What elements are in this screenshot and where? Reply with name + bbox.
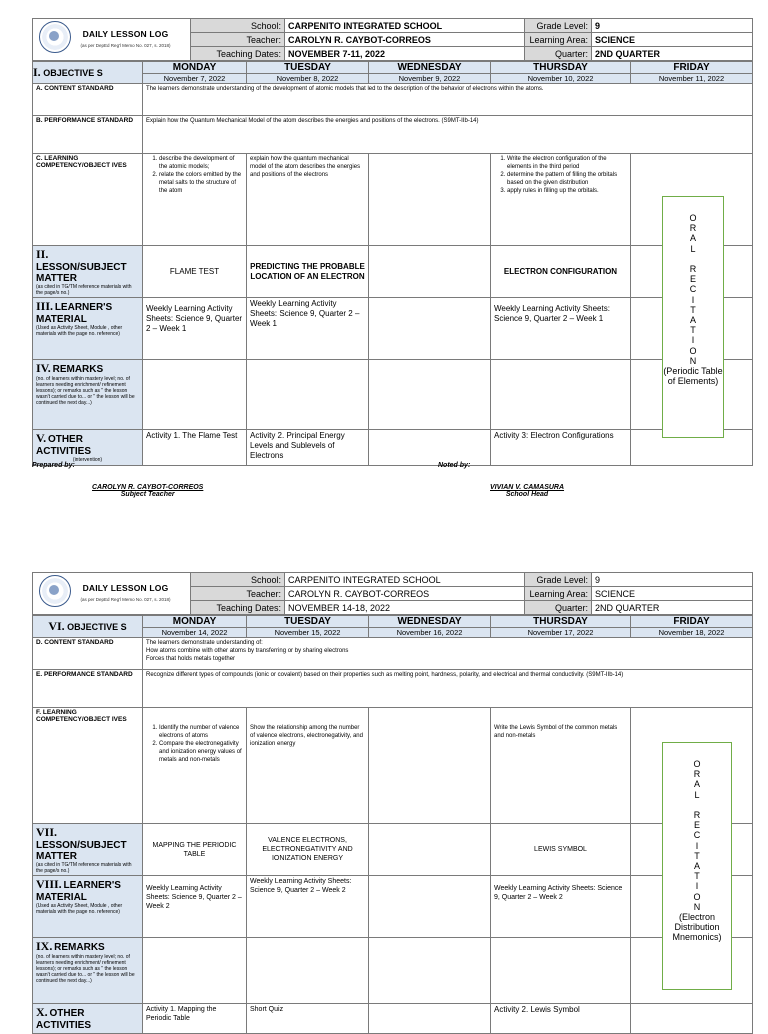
- lesson-tuesday: VALENCE ELECTRONS, ELECTRONEGATIVITY AND IONIZATION ENERGY: [247, 824, 369, 876]
- competency-monday: [143, 154, 247, 246]
- competency-label: C. LEARNING COMPETENCY/OBJECT IVES: [33, 154, 143, 246]
- remarks-label: REMARKS: [52, 364, 104, 375]
- performance-standard-label: E. PERFORMANCE STANDARD: [33, 670, 143, 708]
- quarter-label: Quarter:: [525, 601, 592, 615]
- remarks-note: (no. of learners within mastery level; no. of learners needing enrichment/ refinement lessons); or remarks such as " the lesson wasn't carried due to... or " the lesson will be continued the next day...): [36, 954, 135, 984]
- remarks-thursday: [491, 938, 631, 1004]
- performance-standard-text: Recognize different types of compounds (ionic or covalent) based on their properties such as melting point, hardness, polarity, and electrical and thermal conductivity. (S9MT-IIb-14): [143, 670, 753, 708]
- date-wednesday: November 16, 2022: [369, 628, 491, 638]
- noted-by-label: Noted by:: [438, 462, 471, 469]
- activities-tuesday: Short Quiz: [247, 1004, 369, 1034]
- activities-wednesday: [369, 1004, 491, 1034]
- date-monday: November 7, 2022: [143, 74, 247, 84]
- activities-label: OTHER ACTIVITIES: [36, 434, 92, 457]
- objectives-roman: I.: [33, 64, 41, 79]
- competency-monday-item: 1. Identify the number of valence electrons of atoms: [159, 724, 243, 740]
- area-value: SCIENCE: [592, 33, 753, 47]
- activities-note: (intervention): [72, 457, 103, 463]
- day-tuesday: TUESDAY: [247, 616, 369, 628]
- activities-tuesday: Activity 2. Principal Energy Levels and Sublevels of Electrons: [247, 430, 369, 466]
- grade-label: Grade Level:: [525, 19, 592, 33]
- day-wednesday: WEDNESDAY: [369, 616, 491, 628]
- prepared-by-label: Prepared by:: [32, 462, 75, 469]
- content-standard-label: A. CONTENT STANDARD: [33, 84, 143, 116]
- material-thursday: Weekly Learning Activity Sheets: Science 9, Quarter 2 – Week 1: [491, 298, 631, 360]
- remarks-label: REMARKS: [54, 942, 105, 953]
- teacher-name: CAROLYN R. CAYBOT-CORREOS: [92, 484, 204, 491]
- teacher-value: CAROLYN R. CAYBOT-CORREOS: [285, 33, 525, 47]
- school-value: CARPENITO INTEGRATED SCHOOL: [285, 19, 525, 33]
- remarks-header: [33, 360, 143, 430]
- competency-thursday-item: 3. apply rules in filling up the orbitals.: [507, 187, 627, 195]
- oral-recitation-letters: O R A L R E C I T A T I O N: [693, 759, 701, 912]
- lesson-label: LESSON/SUBJECT MATTER: [36, 840, 127, 862]
- school-label: School:: [191, 19, 285, 33]
- material-header: [33, 298, 143, 360]
- competency-wednesday: [369, 708, 491, 824]
- performance-standard-text: Explain how the Quantum Mechanical Model of the atom describes the energies and positions of the electrons. (S9MT-IIb-14): [143, 116, 753, 154]
- material-wednesday: [369, 876, 491, 938]
- competency-monday-item: 2. Compare the electronegativity and ionization energy values of metals and non-metals: [159, 740, 243, 764]
- grade-value: 9: [592, 19, 753, 33]
- dates-value: NOVEMBER 7-11, 2022: [285, 47, 525, 61]
- log1-title: DAILY LESSON LOG: [82, 28, 169, 39]
- competency-thursday: Write the Lewis Symbol of the common metals and non-metals: [491, 708, 631, 824]
- content-standard-text: [143, 638, 753, 670]
- lesson-monday: MAPPING THE PERIODIC TABLE: [143, 824, 247, 876]
- day-tuesday: TUESDAY: [247, 62, 369, 74]
- activities-header: [33, 430, 143, 466]
- oral-recitation-caption: (Electron Distribution Mnemonics): [672, 912, 722, 943]
- remarks-header: [33, 938, 143, 1004]
- oral-recitation-box-1: [662, 196, 724, 438]
- remarks-roman: IX.: [36, 939, 53, 953]
- content-standard-line: The learners demonstrate understanding of:: [146, 640, 263, 646]
- activities-thursday: Activity 3: Electron Configurations: [491, 430, 631, 466]
- school-label: School:: [191, 573, 285, 587]
- competency-tuesday: explain how the quantum mechanical model of the atom describes the energies and positions of the electrons: [247, 154, 369, 246]
- activities-label: OTHER ACTIVITIES: [36, 1008, 92, 1031]
- material-monday: Weekly Learning Activity Sheets: Science 9, Quarter 2 – Week 1: [143, 298, 247, 360]
- activities-wednesday: [369, 430, 491, 466]
- lesson-header: [33, 246, 143, 298]
- teacher-value: CAROLYN R. CAYBOT-CORREOS: [285, 587, 525, 601]
- teacher-label: Teacher:: [191, 33, 285, 47]
- date-tuesday: November 15, 2022: [247, 628, 369, 638]
- dates-label: Teaching Dates:: [191, 601, 285, 615]
- lesson-roman: VII.: [36, 825, 58, 839]
- competency-label: F. LEARNING COMPETENCY/OBJECT IVES: [33, 708, 143, 824]
- teacher-signature: [92, 484, 203, 498]
- date-thursday: November 17, 2022: [491, 628, 631, 638]
- activities-monday: Activity 1. The Flame Test: [143, 430, 247, 466]
- material-thursday: Weekly Learning Activity Sheets: Science 9, Quarter 2 – Week 2: [491, 876, 631, 938]
- day-monday: MONDAY: [143, 616, 247, 628]
- material-header: [33, 876, 143, 938]
- log2-header-table: [32, 572, 753, 615]
- lesson-roman: II.: [36, 247, 49, 261]
- activities-roman: V.: [36, 431, 47, 445]
- remarks-roman: IV.: [36, 361, 51, 375]
- log2-subtitle: (as per DepEd Reg'l Memo No. 027, s. 2018): [80, 596, 171, 602]
- date-monday: November 14, 2022: [143, 628, 247, 638]
- day-wednesday: WEDNESDAY: [369, 62, 491, 74]
- oral-recitation-box-2: [662, 742, 732, 990]
- day-thursday: THURSDAY: [491, 616, 631, 628]
- date-friday: November 11, 2022: [631, 74, 753, 84]
- lesson-wednesday: [369, 824, 491, 876]
- oral-recitation-caption: (Periodic Table of Elements): [663, 366, 723, 387]
- remarks-wednesday: [369, 360, 491, 430]
- content-standard-text: The learners demonstrate understanding of the development of atomic models that led to the description of the behavior of electrons within the atoms.: [143, 84, 753, 116]
- material-wednesday: [369, 298, 491, 360]
- competency-wednesday: [369, 154, 491, 246]
- date-wednesday: November 9, 2022: [369, 74, 491, 84]
- deped-seal-icon: [39, 21, 71, 53]
- teacher-role: Subject Teacher: [120, 491, 175, 498]
- remarks-monday: [143, 938, 247, 1004]
- log2-title: DAILY LESSON LOG: [82, 582, 169, 593]
- dates-value: NOVEMBER 14-18, 2022: [285, 601, 525, 615]
- activities-monday: Activity 1. Mapping the Periodic Table: [143, 1004, 247, 1034]
- lesson-label: LESSON/SUBJECT MATTER: [36, 262, 127, 284]
- material-label: LEARNER'S MATERIAL: [36, 880, 121, 903]
- remarks-monday: [143, 360, 247, 430]
- lesson-note: (as cited in TG/TM reference materials with the page/s no.): [36, 284, 132, 296]
- material-roman: VIII.: [36, 877, 62, 891]
- log2-title-block: [33, 573, 191, 615]
- day-monday: MONDAY: [143, 62, 247, 74]
- lesson-thursday: LEWIS SYMBOL: [491, 824, 631, 876]
- quarter-value: 2ND QUARTER: [592, 601, 753, 615]
- activities-thursday: Activity 2. Lewis Symbol: [491, 1004, 631, 1034]
- material-label: LEARNER'S MATERIAL: [36, 302, 113, 325]
- content-standard-line: How atoms combine with other atoms by transferring or by sharing electrons: [146, 648, 349, 654]
- lesson-tuesday: PREDICTING THE PROBABLE LOCATION OF AN ELECTRON: [247, 246, 369, 298]
- lesson-monday: FLAME TEST: [143, 246, 247, 298]
- head-name: VIVIAN V. CAMASURA: [490, 484, 565, 491]
- material-tuesday: Weekly Learning Activity Sheets: Science 9, Quarter 2 – Week 1: [247, 298, 369, 360]
- quarter-label: Quarter:: [525, 47, 592, 61]
- competency-monday-item: 1. describe the development of the atomic models;: [159, 155, 243, 171]
- oral-recitation-letters: O R A L R E C I T A T I O N: [689, 213, 697, 366]
- daily-lesson-log-2: [32, 572, 752, 1034]
- grade-label: Grade Level:: [525, 573, 592, 587]
- deped-seal-icon: [39, 575, 71, 607]
- objectives-roman: VI.: [48, 618, 65, 633]
- log1-header-table: [32, 18, 753, 61]
- date-friday: November 18, 2022: [631, 628, 753, 638]
- grade-value: 9: [592, 573, 753, 587]
- objectives-header: [33, 62, 143, 84]
- remarks-tuesday: [247, 360, 369, 430]
- head-signature: [490, 484, 564, 498]
- material-tuesday: Weekly Learning Activity Sheets: Science 9, Quarter 2 – Week 2: [247, 876, 369, 938]
- lesson-wednesday: [369, 246, 491, 298]
- content-standard-line: Forces that holds metals together: [146, 656, 236, 662]
- material-note: (Used as Activity Sheet, Module , other materials with the page no. reference): [36, 325, 123, 337]
- dates-label: Teaching Dates:: [191, 47, 285, 61]
- performance-standard-label: B. PERFORMANCE STANDARD: [33, 116, 143, 154]
- remarks-tuesday: [247, 938, 369, 1004]
- competency-thursday: [491, 154, 631, 246]
- date-thursday: November 10, 2022: [491, 74, 631, 84]
- competency-thursday-item: 2. determine the pattern of filling the orbitals based on the given distribution: [507, 171, 627, 187]
- school-value: CARPENITO INTEGRATED SCHOOL: [285, 573, 525, 587]
- objectives-label: OBJECTIVE S: [43, 67, 103, 78]
- competency-monday-item: 2. relate the colors emitted by the metal salts to the structure of the atom: [159, 171, 243, 195]
- log2-body-table: [32, 615, 753, 1034]
- competency-tuesday: Show the relationship among the number of valence electrons, electronegativity, and ionization energy: [247, 708, 369, 824]
- day-friday: FRIDAY: [631, 62, 753, 74]
- remarks-wednesday: [369, 938, 491, 1004]
- head-role: School Head: [505, 491, 549, 498]
- teacher-label: Teacher:: [191, 587, 285, 601]
- quarter-value: 2ND QUARTER: [592, 47, 753, 61]
- objectives-header: [33, 616, 143, 638]
- activities-roman: X.: [36, 1005, 48, 1019]
- material-monday: Weekly Learning Activity Sheets: Science 9, Quarter 2 – Week 2: [143, 876, 247, 938]
- day-thursday: THURSDAY: [491, 62, 631, 74]
- area-label: Learning Area:: [525, 587, 592, 601]
- remarks-note: (no. of learners within mastery level; no. of learners needing enrichment/ refinement lessons); or remarks such as " the lesson wasn't carried due to... or " the lesson will be continued the next day...): [36, 376, 135, 406]
- daily-lesson-log-1: [32, 18, 752, 466]
- date-tuesday: November 8, 2022: [247, 74, 369, 84]
- competency-monday: [143, 708, 247, 824]
- lesson-note: (as cited in TG/TM reference materials with the page/s no.): [36, 862, 132, 874]
- day-friday: FRIDAY: [631, 616, 753, 628]
- log1-body-table: [32, 61, 753, 466]
- objectives-label: OBJECTIVE S: [67, 621, 127, 632]
- lesson-header: [33, 824, 143, 876]
- area-label: Learning Area:: [525, 33, 592, 47]
- area-value: SCIENCE: [592, 587, 753, 601]
- lesson-thursday: ELECTRON CONFIGURATION: [491, 246, 631, 298]
- content-standard-label: D. CONTENT STANDARD: [33, 638, 143, 670]
- material-note: (Used as Activity Sheet, Module , other materials with the page no. reference): [36, 903, 123, 915]
- log1-subtitle: (as per DepEd Reg'l Memo No. 027, s. 2018): [80, 42, 171, 48]
- activities-header: [33, 1004, 143, 1034]
- material-roman: III.: [36, 299, 54, 313]
- remarks-thursday: [491, 360, 631, 430]
- competency-thursday-item: 1. Write the electron configuration of the elements in the third period: [507, 155, 627, 171]
- activities-friday: [631, 1004, 753, 1034]
- log1-title-block: [33, 19, 191, 61]
